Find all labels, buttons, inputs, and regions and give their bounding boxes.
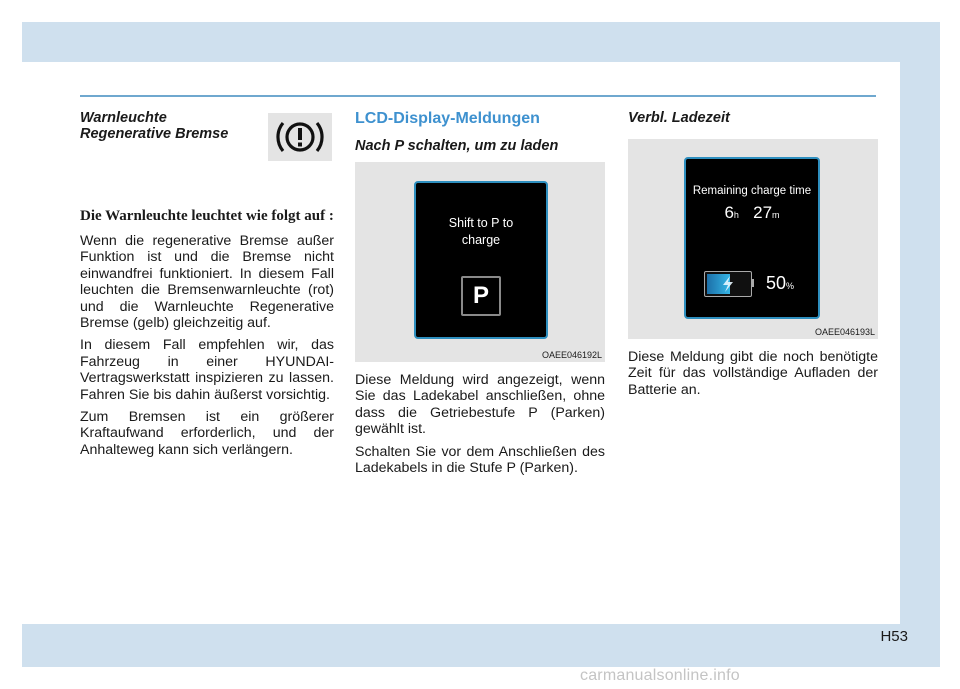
shift-to-p-figure (355, 162, 605, 362)
battery-icon (704, 271, 752, 297)
gear-p-indicator: P (461, 276, 501, 316)
section-title: LCD-Display-Meldungen (355, 110, 540, 127)
shift-message (416, 215, 546, 249)
shift-to-p-subtitle: Nach P schalten, um zu laden (355, 138, 559, 154)
figure-code: OAEE046193L (814, 327, 875, 337)
shift-message-line2: charge (461, 233, 501, 247)
warning-paragraph-2: In diesem Fall empfehlen wir, das Fahrzeug in einer HYUNDAI-Vertragswerkstatt inspizieren zu lassen. Fahren Sie bis dahin äußerst vorsichtig. (80, 337, 334, 403)
warning-title-line2: Regenerative Bremse (80, 126, 229, 142)
warning-title (80, 110, 260, 142)
warning-title-line1: Warnleuchte (80, 110, 167, 126)
remaining-charge-title: Remaining charge time (692, 185, 812, 197)
remaining-time-value (686, 203, 818, 223)
page-border-right (900, 22, 940, 667)
header-rule (80, 95, 876, 97)
battery-row (704, 269, 814, 299)
percent-value: 50 (766, 273, 787, 293)
battery-tip (751, 279, 754, 287)
lcd-screen-shift (414, 181, 548, 339)
shift-paragraph-2: Schalten Sie vor dem Anschließen des Ladekabels in die Stufe P (Parken). (355, 443, 605, 477)
percent-unit: % (786, 281, 795, 291)
charging-bolt-icon (705, 272, 751, 296)
page-number: H53 (880, 628, 908, 645)
warning-paragraph-3: Zum Bremsen ist ein größerer Kraftaufwand erforderlich, und der Anhalteweg kann sich verlängern. (80, 409, 334, 458)
minutes-value: 27 (753, 203, 773, 222)
page-border-bottom (22, 624, 940, 667)
shift-message-line1: Shift to P to (448, 216, 514, 230)
minutes-unit: m (772, 210, 780, 220)
shift-paragraph-1: Diese Meldung wird angezeigt, wenn Sie das Ladekabel anschließen, ohne dass die Getriebestufe P (Parken) gewählt ist. (355, 372, 605, 438)
charge-time-paragraph: Diese Meldung gibt die noch benötigte Zeit für das vollständige Aufladen der Batterie an. (628, 349, 878, 398)
battery-percent (766, 273, 794, 294)
warning-lead: Die Warnleuchte leuchtet wie folgt auf : (80, 208, 334, 224)
hours-value: 6 (724, 203, 734, 222)
warning-paragraph-1: Wenn die regenerative Bremse außer Funktion ist und die Bremse nicht einwandfrei funktioniert. In diesem Fall leuchten die Bremsenwarnleuchte (rot) und die Warnleuchte Regenerative Bremse (gelb) gleichzeitig auf. (80, 233, 334, 332)
figure-code: OAEE046192L (541, 350, 602, 360)
page-border-top (22, 22, 940, 62)
charge-time-figure (628, 139, 878, 339)
charge-time-subtitle: Verbl. Ladezeit (628, 110, 730, 126)
lcd-screen-charge (684, 157, 820, 319)
column-charge-time (628, 110, 878, 404)
watermark: carmanualsonline.info (580, 667, 740, 684)
brake-warning-icon (268, 113, 332, 161)
column-warning-light (80, 110, 334, 464)
column-lcd-messages (355, 110, 605, 482)
hours-unit: h (733, 210, 739, 220)
